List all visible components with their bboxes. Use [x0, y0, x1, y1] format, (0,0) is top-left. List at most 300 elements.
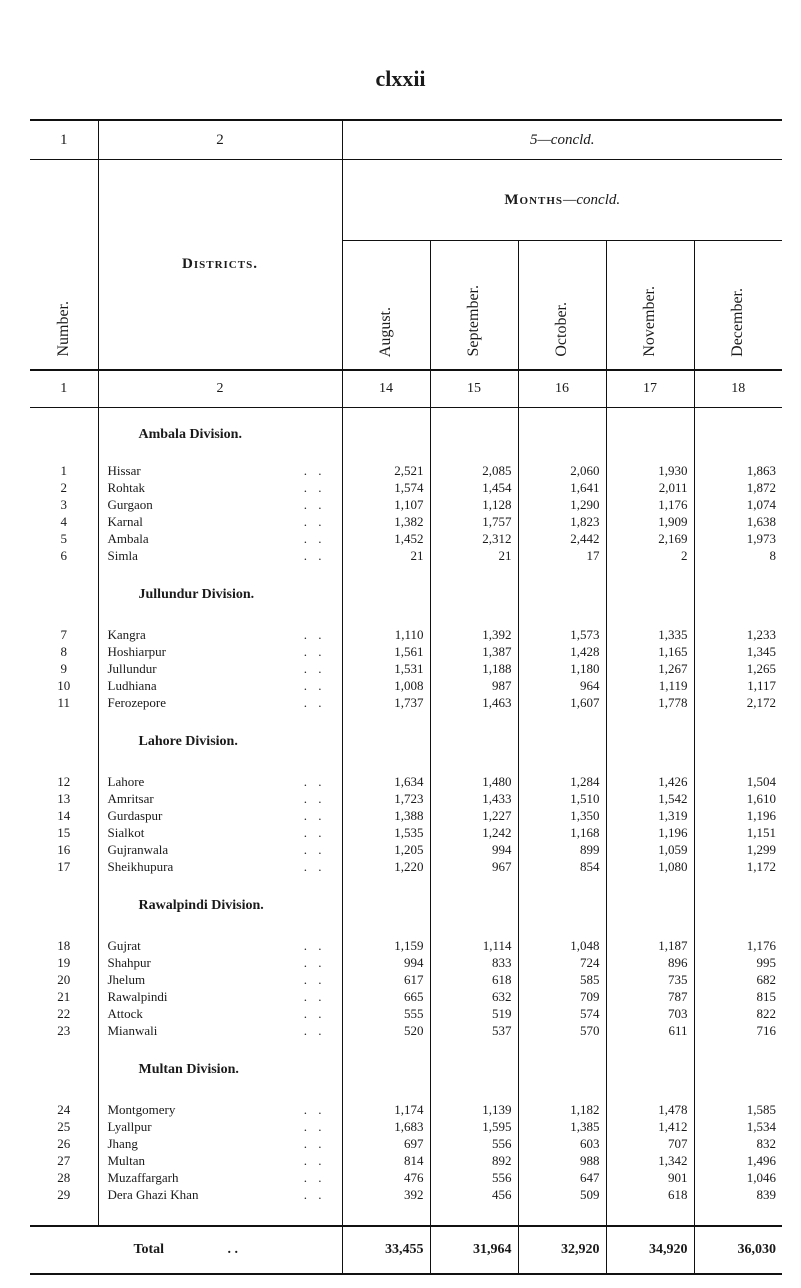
table-row: [30, 1101, 782, 1118]
table-row: [30, 677, 782, 694]
leader-dots: . .: [303, 972, 326, 987]
value-cell: 1,187: [606, 937, 694, 954]
column-number-cell: 2: [98, 370, 342, 408]
district-cell: [98, 773, 342, 790]
district-name: Gurgaon: [107, 497, 153, 512]
row-number: 15: [30, 824, 98, 841]
value-cell: 603: [518, 1135, 606, 1152]
row-number: 2: [30, 479, 98, 496]
value-cell: 1,428: [518, 643, 606, 660]
value-cell: 1,174: [342, 1101, 430, 1118]
total-label: Total: [133, 1242, 165, 1257]
value-cell: 520: [342, 1022, 430, 1039]
leader-dots: . .: [303, 955, 326, 970]
row-number: 20: [30, 971, 98, 988]
value-cell: 1,638: [746, 514, 776, 529]
value-cell: 617: [342, 971, 430, 988]
value-cell: 1,452: [342, 530, 430, 547]
value-cell: 1,426: [606, 773, 694, 790]
month-label: December.: [729, 288, 747, 357]
value-cell: 1,863: [746, 463, 776, 478]
statistics-table: [30, 119, 782, 1275]
division-blank-cell: [342, 711, 430, 773]
value-cell: 556: [430, 1169, 518, 1186]
value-cell: 814: [342, 1152, 430, 1169]
value-cell: 611: [606, 1022, 694, 1039]
value-cell: 1,723: [342, 790, 430, 807]
district-cell: [98, 937, 342, 954]
row-number: 6: [30, 547, 98, 564]
row-number: 19: [30, 954, 98, 971]
division-blank-cell: [430, 875, 518, 937]
division-blank-cell: [606, 875, 694, 937]
row-number: 21: [30, 988, 98, 1005]
division-blank-cell: [430, 408, 518, 463]
row-number: 14: [30, 807, 98, 824]
division-blank-cell: [342, 1039, 430, 1101]
value-cell: 1,823: [518, 513, 606, 530]
months-label: Months: [504, 191, 564, 208]
row-number: 25: [30, 1118, 98, 1135]
value-cell: 832: [756, 1136, 776, 1151]
value-cell: 1,641: [518, 479, 606, 496]
table-row: [30, 773, 782, 790]
value-cell: 1,388: [342, 807, 430, 824]
division-number-blank: [30, 564, 98, 626]
value-cell: 1,634: [342, 773, 430, 790]
value-cell: 988: [518, 1152, 606, 1169]
value-cell: 1,188: [430, 660, 518, 677]
leader-dots: . .: [303, 463, 326, 478]
value-cell: 647: [518, 1169, 606, 1186]
value-cell: 1,872: [746, 480, 776, 495]
value-cell: 574: [518, 1005, 606, 1022]
district-name: Hoshiarpur: [107, 644, 166, 659]
district-name: Mianwali: [107, 1023, 158, 1038]
value-cell: 682: [756, 972, 776, 987]
value-cell: 1,478: [606, 1101, 694, 1118]
leader-dots: . .: [303, 938, 326, 953]
value-cell: 555: [342, 1005, 430, 1022]
value-cell: 967: [430, 858, 518, 875]
value-cell: 476: [342, 1169, 430, 1186]
spacer-cell: [518, 1203, 606, 1226]
division-blank-cell: [694, 408, 782, 463]
row-number: 8: [30, 643, 98, 660]
leader-dots: . .: [303, 825, 326, 840]
division-blank-cell: [606, 408, 694, 463]
total-label-cell: [30, 1226, 342, 1274]
value-cell: 1,299: [746, 842, 776, 857]
column-number-cell: 14: [342, 370, 430, 408]
district-name: Jhang: [107, 1136, 138, 1151]
division-heading-row: [30, 875, 782, 937]
row-number: 23: [30, 1022, 98, 1039]
value-cell: 1,128: [430, 496, 518, 513]
month-header-3: [606, 241, 694, 371]
value-cell: 1,683: [342, 1118, 430, 1135]
district-cell: [98, 1022, 342, 1039]
table-row: [30, 626, 782, 643]
page-number: clxxii: [375, 66, 426, 91]
division-number-blank: [30, 711, 98, 773]
leader-dots: . .: [303, 514, 326, 529]
value-cell: 1,778: [606, 694, 694, 711]
spacer-cell: [98, 1203, 342, 1226]
header-col-districts: 2: [98, 120, 342, 160]
district-name: Simla: [107, 548, 138, 563]
column-number-cell: 1: [30, 370, 98, 408]
month-label: October.: [553, 302, 570, 357]
division-blank-cell: [518, 875, 606, 937]
table-row: [30, 1152, 782, 1169]
table-body: [30, 408, 782, 1275]
row-number: 17: [30, 858, 98, 875]
table-row: [30, 988, 782, 1005]
value-cell: 1,110: [342, 626, 430, 643]
district-cell: [98, 971, 342, 988]
spacer-cell: [30, 1203, 98, 1226]
value-cell: 2,312: [430, 530, 518, 547]
division-blank-cell: [518, 1039, 606, 1101]
district-name: Muzaffargarh: [107, 1170, 179, 1185]
value-cell: 1,008: [342, 677, 430, 694]
division-blank-cell: [694, 564, 782, 626]
value-cell: 1,909: [606, 513, 694, 530]
leader-dots: . .: [303, 678, 326, 693]
division-blank-cell: [430, 711, 518, 773]
table-row: [30, 547, 782, 564]
value-cell: 1,159: [342, 937, 430, 954]
leader-dots: . .: [303, 497, 326, 512]
total-value: 34,920: [606, 1226, 694, 1274]
district-name: Sheikhupura: [107, 859, 174, 874]
table-row: [30, 660, 782, 677]
division-number-blank: [30, 408, 98, 463]
leader-dots: . .: [303, 531, 326, 546]
district-cell: [98, 1101, 342, 1118]
division-blank-cell: [694, 711, 782, 773]
row-number: 4: [30, 513, 98, 530]
district-cell: [98, 643, 342, 660]
spacer-row: [30, 1203, 782, 1226]
district-name: Hissar: [107, 463, 141, 478]
district-name: Multan: [107, 1153, 146, 1168]
table-row: [30, 790, 782, 807]
month-label: November.: [641, 286, 658, 357]
value-cell: 585: [518, 971, 606, 988]
months-suffix: —concld.: [563, 191, 621, 208]
division-blank-cell: [342, 564, 430, 626]
value-cell: 17: [518, 547, 606, 564]
table-row: [30, 971, 782, 988]
value-cell: 787: [606, 988, 694, 1005]
division-blank-cell: [606, 564, 694, 626]
spacer-cell: [342, 1203, 430, 1226]
row-number: 27: [30, 1152, 98, 1169]
value-cell: 1,574: [342, 479, 430, 496]
table-row: [30, 1118, 782, 1135]
value-cell: 1,480: [430, 773, 518, 790]
district-cell: [98, 660, 342, 677]
leader-dots: . .: [303, 480, 326, 495]
district-name: Ferozepore: [107, 695, 166, 710]
district-cell: [98, 496, 342, 513]
division-blank-cell: [342, 408, 430, 463]
value-cell: 1,757: [430, 513, 518, 530]
districts-header: Districts.: [98, 160, 342, 371]
table-row: [30, 1022, 782, 1039]
value-cell: 618: [606, 1186, 694, 1203]
value-cell: 2,442: [518, 530, 606, 547]
table-row: [30, 954, 782, 971]
table-row: [30, 479, 782, 496]
value-cell: 1,392: [430, 626, 518, 643]
value-cell: 1,205: [342, 841, 430, 858]
value-cell: 2,521: [342, 462, 430, 479]
value-cell: 1,139: [430, 1101, 518, 1118]
value-cell: 1,504: [746, 774, 776, 789]
month-label: September.: [465, 285, 482, 357]
value-cell: 1,151: [746, 825, 776, 840]
section-title-text: 5—concld.: [529, 131, 595, 148]
district-name: Ludhiana: [107, 678, 157, 693]
value-cell: 697: [342, 1135, 430, 1152]
division-blank-cell: [518, 711, 606, 773]
total-value: 32,920: [518, 1226, 606, 1274]
leader-dots: . .: [303, 808, 326, 823]
leader-dots: . .: [303, 1119, 326, 1134]
leader-dots: . .: [303, 1102, 326, 1117]
leader-dots: . .: [303, 1153, 326, 1168]
division-blank-cell: [342, 875, 430, 937]
total-value: 33,455: [342, 1226, 430, 1274]
district-name: Lyallpur: [107, 1119, 152, 1134]
column-number-cell: 18: [694, 370, 782, 408]
district-name: Sialkot: [107, 825, 145, 840]
district-cell: [98, 694, 342, 711]
leader-dots: . .: [303, 1023, 326, 1038]
division-name: Ambala Division.: [98, 408, 342, 463]
value-cell: 1,284: [518, 773, 606, 790]
value-cell: 815: [756, 989, 776, 1004]
value-cell: 1,463: [430, 694, 518, 711]
value-cell: 1,496: [746, 1153, 776, 1168]
row-number: 18: [30, 937, 98, 954]
division-blank-cell: [694, 1039, 782, 1101]
district-cell: [98, 1169, 342, 1186]
division-number-blank: [30, 875, 98, 937]
value-cell: 1,412: [606, 1118, 694, 1135]
district-cell: [98, 462, 342, 479]
value-cell: 537: [430, 1022, 518, 1039]
table-row: [30, 462, 782, 479]
division-blank-cell: [430, 1039, 518, 1101]
value-cell: 519: [430, 1005, 518, 1022]
row-number: 29: [30, 1186, 98, 1203]
month-header-4: [694, 241, 782, 371]
division-number-blank: [30, 1039, 98, 1101]
division-heading-row: [30, 1039, 782, 1101]
column-number-cell: 16: [518, 370, 606, 408]
value-cell: 1,059: [606, 841, 694, 858]
value-cell: 1,610: [746, 791, 776, 806]
leader-dots: . .: [303, 627, 326, 642]
value-cell: 1,930: [606, 462, 694, 479]
division-blank-cell: [430, 564, 518, 626]
leader-dots: . .: [303, 1006, 326, 1021]
leader-dots: . .: [303, 989, 326, 1004]
table-row: [30, 643, 782, 660]
district-cell: [98, 954, 342, 971]
value-cell: 1,385: [518, 1118, 606, 1135]
month-header-0: [342, 241, 430, 371]
leader-dots: . .: [303, 661, 326, 676]
district-name: Jhelum: [107, 972, 146, 987]
division-name: Lahore Division.: [98, 711, 342, 773]
value-cell: 1,542: [606, 790, 694, 807]
value-cell: 1,048: [518, 937, 606, 954]
value-cell: 2,011: [606, 479, 694, 496]
value-cell: 1,534: [746, 1119, 776, 1134]
division-blank-cell: [606, 1039, 694, 1101]
value-cell: 1,335: [606, 626, 694, 643]
row-number: 1: [30, 462, 98, 479]
value-cell: 1,267: [606, 660, 694, 677]
value-cell: 1,607: [518, 694, 606, 711]
row-number: 24: [30, 1101, 98, 1118]
table-row: [30, 824, 782, 841]
district-name: Rawalpindi: [107, 989, 168, 1004]
header-section-title: [342, 120, 782, 160]
value-cell: 570: [518, 1022, 606, 1039]
leader-dots: . .: [303, 548, 326, 563]
table-row: [30, 496, 782, 513]
district-name: Gujrat: [107, 938, 141, 953]
value-cell: 392: [342, 1186, 430, 1203]
district-cell: [98, 677, 342, 694]
district-cell: [98, 790, 342, 807]
value-cell: 896: [606, 954, 694, 971]
table-row: [30, 530, 782, 547]
value-cell: 1,107: [342, 496, 430, 513]
table-row: [30, 841, 782, 858]
value-cell: 2,169: [606, 530, 694, 547]
division-blank-cell: [694, 875, 782, 937]
value-cell: 2,060: [518, 462, 606, 479]
row-number: 10: [30, 677, 98, 694]
row-number: 16: [30, 841, 98, 858]
district-cell: [98, 1186, 342, 1203]
value-cell: 1,531: [342, 660, 430, 677]
value-cell: 1,387: [430, 643, 518, 660]
division-name: Rawalpindi Division.: [98, 875, 342, 937]
district-cell: [98, 626, 342, 643]
total-value: 36,030: [694, 1226, 782, 1274]
value-cell: 1,172: [746, 859, 776, 874]
value-cell: 1,196: [606, 824, 694, 841]
value-cell: 509: [518, 1186, 606, 1203]
value-cell: 1,345: [746, 644, 776, 659]
division-name: Jullundur Division.: [98, 564, 342, 626]
value-cell: 1,342: [606, 1152, 694, 1169]
value-cell: 2,085: [430, 462, 518, 479]
value-cell: 1,168: [518, 824, 606, 841]
value-cell: 901: [606, 1169, 694, 1186]
value-cell: 21: [430, 547, 518, 564]
spacer-cell: [430, 1203, 518, 1226]
district-cell: [98, 988, 342, 1005]
district-cell: [98, 824, 342, 841]
table-row: [30, 694, 782, 711]
months-header: [342, 160, 782, 241]
leader-dots: . .: [303, 859, 326, 874]
row-number: 7: [30, 626, 98, 643]
district-name: Shahpur: [107, 955, 151, 970]
district-cell: [98, 479, 342, 496]
value-cell: 1,265: [746, 661, 776, 676]
value-cell: 1,119: [606, 677, 694, 694]
district-cell: [98, 1005, 342, 1022]
division-blank-cell: [518, 564, 606, 626]
value-cell: 899: [518, 841, 606, 858]
leader-dots: . .: [303, 774, 326, 789]
division-heading-row: [30, 564, 782, 626]
value-cell: 1,585: [746, 1102, 776, 1117]
value-cell: 994: [430, 841, 518, 858]
value-cell: 1,114: [430, 937, 518, 954]
spacer-cell: [606, 1203, 694, 1226]
value-cell: 1,350: [518, 807, 606, 824]
value-cell: 618: [430, 971, 518, 988]
table-row: [30, 1005, 782, 1022]
row-number: 22: [30, 1005, 98, 1022]
district-cell: [98, 530, 342, 547]
value-cell: 1,973: [746, 531, 776, 546]
district-name: Lahore: [107, 774, 145, 789]
header-col-number: 1: [30, 120, 98, 160]
division-blank-cell: [606, 711, 694, 773]
district-name: Dera Ghazi Khan: [107, 1187, 199, 1202]
district-name: Karnal: [107, 514, 143, 529]
value-cell: 1,510: [518, 790, 606, 807]
value-cell: 2: [606, 547, 694, 564]
value-cell: 1,595: [430, 1118, 518, 1135]
value-cell: 1,433: [430, 790, 518, 807]
table-row: [30, 937, 782, 954]
value-cell: 1,180: [518, 660, 606, 677]
leader-dots: . .: [303, 791, 326, 806]
value-cell: 892: [430, 1152, 518, 1169]
district-name: Rohtak: [107, 480, 146, 495]
value-cell: 1,233: [746, 627, 776, 642]
table-row: [30, 1135, 782, 1152]
district-name: Amritsar: [107, 791, 154, 806]
district-cell: [98, 807, 342, 824]
value-cell: 964: [518, 677, 606, 694]
value-cell: 987: [430, 677, 518, 694]
value-cell: 1,046: [746, 1170, 776, 1185]
value-cell: 1,535: [342, 824, 430, 841]
district-name: Gurdaspur: [107, 808, 163, 823]
month-label: August.: [377, 306, 394, 357]
value-cell: 995: [756, 955, 776, 970]
table-row: [30, 513, 782, 530]
value-cell: 1,117: [747, 678, 776, 693]
value-cell: 1,080: [606, 858, 694, 875]
value-cell: 1,319: [606, 807, 694, 824]
table-row: [30, 858, 782, 875]
